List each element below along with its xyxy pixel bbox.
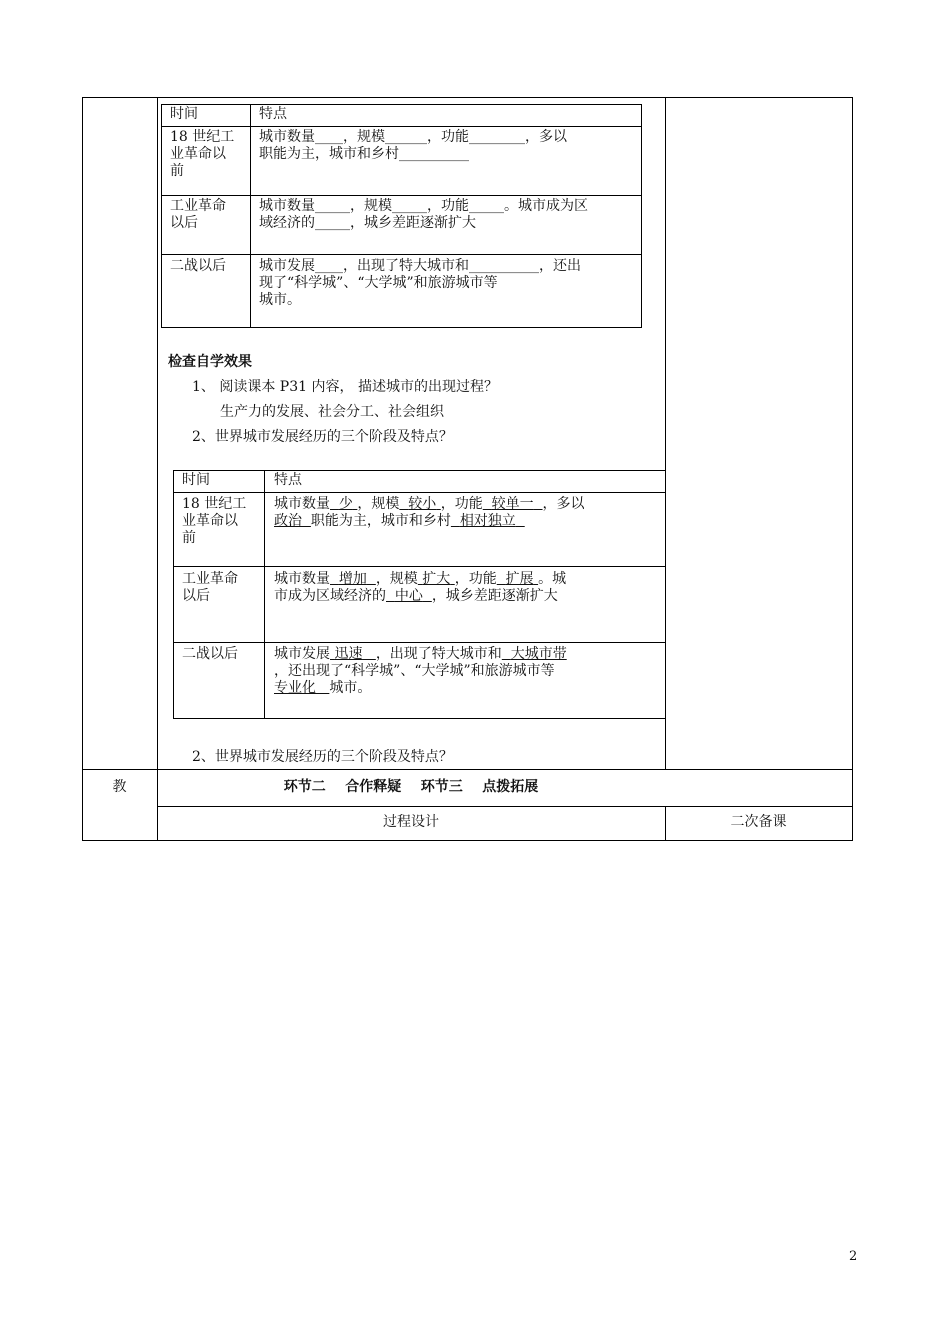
- outer-col-divider-2: [665, 97, 666, 769]
- t1-row2-line: 城市数量_____，规模_____，功能_____。城市成为区: [259, 198, 588, 214]
- t1-left: [161, 104, 162, 328]
- question-2-repeat: 2、世界城市发展经历的三个阶段及特点？: [192, 749, 453, 765]
- answer-1: 生产力的发展、社会分工、社会组织: [220, 404, 444, 420]
- text: ，规模: [357, 496, 400, 512]
- t2-row2-line-1: [274, 571, 660, 588]
- t1-row2-bottom: [161, 254, 641, 255]
- t1-top: [161, 104, 641, 105]
- t1-mid: [250, 104, 251, 328]
- t2-row2-feature: [274, 571, 660, 605]
- t1-row1-line: 城市数量____，规模______，功能________，多以: [259, 129, 567, 145]
- t1-row3-time-line: 二战以后: [170, 258, 226, 274]
- text: 职能为主，城市和乡村: [310, 513, 451, 529]
- answer-blank: [483, 496, 543, 512]
- t2-top: [173, 470, 665, 471]
- text: 。城: [538, 571, 567, 587]
- t2-row3-line-3: [274, 680, 660, 697]
- answer-blank: [451, 513, 525, 529]
- t2-row2-time: [182, 571, 260, 605]
- t1-header-feature: 特点: [259, 106, 287, 122]
- t2-header-feature: 特点: [274, 472, 302, 488]
- t1-row1-line: 职能为主，城市和乡村__________: [259, 146, 469, 162]
- answer-blank: [330, 646, 376, 662]
- answer-text: 相对独立: [459, 513, 516, 529]
- t2-row2-bottom: [173, 642, 665, 643]
- text: ，规模: [375, 571, 418, 587]
- t2-row3-line-1: [274, 646, 660, 663]
- answer-blank: [502, 646, 567, 662]
- text: ，功能: [440, 496, 483, 512]
- answer-text: 较小: [408, 496, 437, 512]
- t2-bottom: [173, 718, 665, 719]
- text: 城市发展: [274, 646, 330, 662]
- answer-text: 中心: [394, 588, 423, 604]
- t2-row3-line-2: ，还出现了“科学城”、“大学城”和旅游城市等: [274, 663, 555, 679]
- t2-header-bottom: [173, 492, 665, 493]
- t1-header-time: 时间: [170, 106, 198, 122]
- text: 城市数量: [274, 571, 330, 587]
- answer-text: 迅速: [334, 646, 363, 662]
- t1-row3-line: 城市。: [259, 292, 301, 308]
- t2-row3-feature: [274, 646, 660, 697]
- question-2: 2、世界城市发展经历的三个阶段及特点？: [192, 429, 453, 445]
- t2-row2-line-2: [274, 588, 660, 605]
- t1-right: [641, 104, 642, 328]
- outer-bottom-border: [82, 840, 853, 841]
- text: ，功能: [454, 571, 497, 587]
- answer-text: 少: [338, 496, 353, 512]
- t1-row3-line: 现了“科学城”、“大学城”和旅游城市等: [259, 275, 498, 291]
- text: ，城乡差距逐渐扩大: [431, 588, 558, 604]
- text: 城市数量: [274, 496, 330, 512]
- answer-blank: [330, 571, 376, 587]
- question-1: 1、 阅读课本 P31 内容， 描述城市的出现过程？: [192, 379, 498, 395]
- t2-row2-time-line: 以后: [182, 588, 210, 604]
- answer-blank: [274, 513, 311, 529]
- outer-top-border: [82, 97, 853, 98]
- t1-row2-line: 域经济的_____，城乡差距逐渐扩大: [259, 215, 476, 231]
- answer-blank: [418, 571, 455, 587]
- t1-row2-time: [170, 198, 246, 232]
- text: 城市。: [329, 680, 372, 696]
- answer-blank: [386, 588, 432, 604]
- t2-left: [173, 470, 174, 719]
- answer-text: 专业化: [274, 680, 316, 696]
- answer-blank: [399, 496, 440, 512]
- answer-text: 较单一: [491, 496, 534, 512]
- t2-row1-line-1: [274, 496, 660, 513]
- section-title: 环节二 合作释疑 环节三 点拨拓展: [283, 779, 539, 795]
- t2-row1-time-line: 18 世纪工: [182, 496, 247, 512]
- page-number: 2: [849, 1249, 858, 1264]
- outer-left-border: [82, 97, 83, 841]
- t2-row2-time-line: 工业革命: [182, 571, 238, 587]
- t1-row1-bottom: [161, 195, 641, 196]
- t1-row1-feature: [259, 129, 637, 163]
- teach-label: 教: [112, 779, 127, 795]
- t2-row1-time: [182, 496, 260, 547]
- t2-row1-time-line: 业革命以: [182, 513, 238, 529]
- t1-row1-time: [170, 129, 246, 180]
- process-design-label: 过程设计: [383, 814, 439, 830]
- text: 市成为区域经济的: [274, 588, 386, 604]
- t1-header-bottom: [161, 126, 641, 127]
- answer-blank: [497, 571, 538, 587]
- answer-blank: [330, 496, 357, 512]
- outer-right-border: [852, 97, 853, 841]
- t1-row2-time-line: 工业革命: [170, 198, 226, 214]
- answer-text: 政治: [274, 513, 302, 529]
- t1-row3-feature: [259, 258, 637, 309]
- answer-blank: [274, 680, 329, 696]
- t2-row1-feature: [274, 496, 660, 530]
- t2-row3-time-line: 二战以后: [182, 646, 238, 662]
- t2-row3-time: [182, 646, 260, 663]
- t2-row1-time-line: 前: [182, 530, 196, 546]
- t1-row1-time-line: 18 世纪工: [170, 129, 235, 145]
- t1-row2-feature: [259, 198, 637, 232]
- t1-row3-time: [170, 258, 246, 275]
- t1-bottom: [161, 327, 641, 328]
- t2-header-time: 时间: [182, 472, 210, 488]
- answer-text: 大城市带: [510, 646, 567, 662]
- t1-row3-line: 城市发展____，出现了特大城市和__________，还出: [259, 258, 581, 274]
- t2-row1-bottom: [173, 566, 665, 567]
- t2-mid: [264, 470, 265, 719]
- text: ，多以: [542, 496, 585, 512]
- answer-text: 扩展: [505, 571, 534, 587]
- answer-text: 扩大: [422, 571, 451, 587]
- t1-row1-time-line: 业革命以: [170, 146, 226, 162]
- t2-row1-line-2: [274, 513, 660, 530]
- text: ，出现了特大城市和: [375, 646, 502, 662]
- answer-text: 增加: [338, 571, 367, 587]
- outer-row-divider-1: [82, 769, 853, 770]
- secondary-prep-label: 二次备课: [730, 814, 787, 830]
- t1-row1-time-line: 前: [170, 163, 184, 179]
- outer-row-divider-2: [157, 806, 853, 807]
- t1-row2-time-line: 以后: [170, 215, 198, 231]
- check-title: 检查自学效果: [168, 354, 252, 370]
- outer-col-divider-1: [157, 97, 158, 841]
